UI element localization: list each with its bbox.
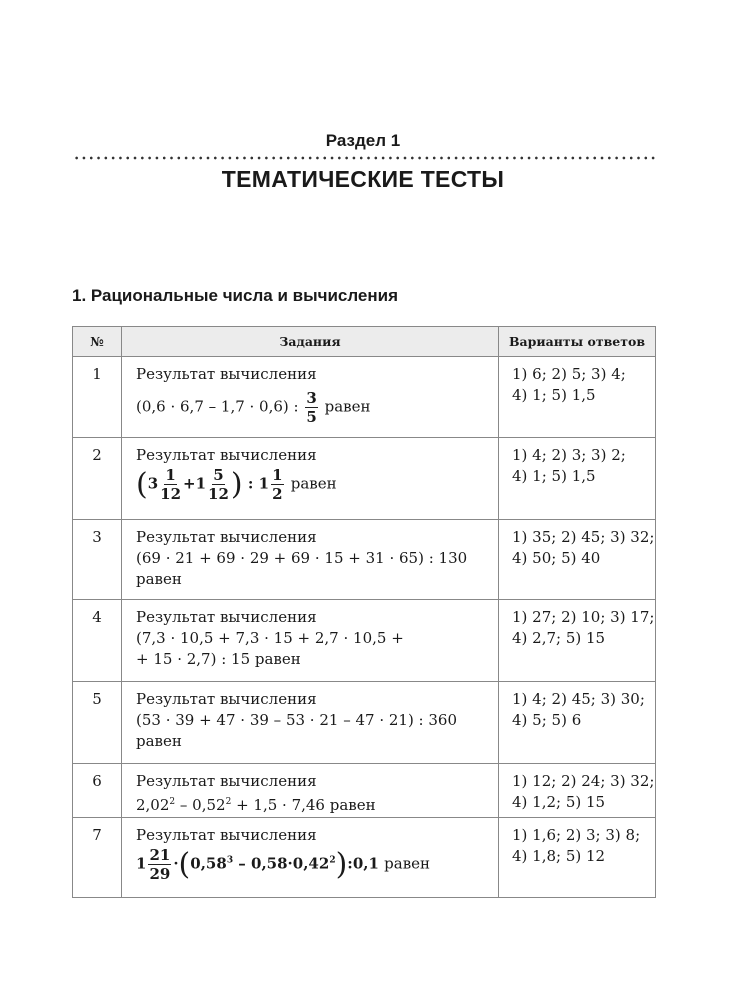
text: 3 <box>306 389 317 407</box>
text: 2 <box>169 797 176 807</box>
answers-cell <box>499 764 656 818</box>
text: 2,02 <box>136 796 170 814</box>
text: 1) 35; 2) 45; 3) 32; <box>512 528 655 546</box>
task-intro: Результат вычисления <box>136 446 317 464</box>
text: 2 <box>225 797 232 807</box>
text: Результат вычисления <box>136 608 317 626</box>
col-number: № <box>73 327 122 357</box>
text: 1) 4; 2) 3; 3) 2; <box>512 446 626 464</box>
text: 1) 6; 2) 5; 3) 4; <box>512 365 626 383</box>
page-title: ТЕМАТИЧЕСКИЕ ТЕСТЫ <box>221 166 505 192</box>
task-cell <box>122 764 499 818</box>
answers-cell <box>499 818 656 898</box>
text: 1) 1,6; 2) 3; 3) 8; <box>512 826 641 844</box>
text: 4) 1; 5) 1,5 <box>512 386 596 404</box>
table-row <box>73 357 656 438</box>
task-cell <box>122 818 499 898</box>
row-number: 5 <box>73 682 122 764</box>
text: 1) 12; 2) 24; 3) 32; <box>512 772 655 790</box>
text: :0,1 <box>347 854 379 873</box>
text: равен <box>136 732 182 750</box>
text: равен <box>136 570 182 588</box>
answers-cell <box>499 520 656 600</box>
table-header <box>73 327 656 357</box>
text: Результат вычисления <box>136 826 317 844</box>
task-expression: (3 $\frac{1}{12}$ +1 $\frac{5}{12}$ ) : 1 $\frac{1}{2}$ равен <box>136 466 337 503</box>
table-row <box>73 438 656 520</box>
text: 29 <box>149 865 171 883</box>
text: 1) 4; 2) 45; 3) 30; <box>512 690 645 708</box>
task-expression <box>136 792 498 816</box>
task-cell <box>122 357 499 438</box>
task-cell <box>122 438 499 520</box>
text: 2 <box>329 855 336 866</box>
section-label: Раздел 1 <box>325 131 401 150</box>
task-expression: 1 $\frac{21}{29}$ $\cdot(0,58^3$ – $0,58\cdot 0,42^2):0,1$ равен <box>136 846 431 883</box>
table-row <box>73 818 656 898</box>
row-number: 6 <box>73 764 122 818</box>
answers-cell <box>499 600 656 682</box>
text: + 15 · 2,7) : 15 равен <box>136 650 301 668</box>
dotted-divider <box>73 156 655 160</box>
text: 12 <box>208 485 229 503</box>
text: равен <box>384 854 431 873</box>
text: 4) 1,8; 5) 12 <box>512 847 606 865</box>
task-cell <box>122 682 499 764</box>
row-number: 4 <box>73 600 122 682</box>
table-row <box>73 600 656 682</box>
text: +1 <box>183 474 207 493</box>
tests-table <box>72 326 656 898</box>
task-cell <box>122 600 499 682</box>
fraction <box>305 389 317 426</box>
text: 4) 1,2; 5) 15 <box>512 793 606 811</box>
text: 0,58 <box>190 854 227 873</box>
text: 1 <box>165 466 176 484</box>
answers-cell <box>499 357 656 438</box>
row-number: 3 <box>73 520 122 600</box>
text: 4) 50; 5) 40 <box>512 549 601 567</box>
text: – 0,52 <box>175 796 226 814</box>
answers-cell <box>499 438 656 520</box>
table-row <box>73 764 656 818</box>
row-number: 2 <box>73 438 122 520</box>
task-cell <box>122 520 499 600</box>
text: Результат вычисления <box>136 528 317 546</box>
col-tasks: Задания <box>122 327 499 357</box>
answers-cell <box>499 682 656 764</box>
text: равен <box>290 474 337 493</box>
table-row <box>73 682 656 764</box>
row-number: 1 <box>73 357 122 438</box>
text: 4) 1; 5) 1,5 <box>512 467 596 485</box>
text: 12 <box>160 485 182 503</box>
text: 5 <box>213 466 224 484</box>
task-intro: Результат вычисления <box>136 365 317 383</box>
equals-text: равен <box>324 397 371 416</box>
text: – 0,58·0,42 <box>233 854 330 873</box>
text: 5 <box>306 408 317 426</box>
text: 3 <box>226 855 234 866</box>
text: 2 <box>272 485 283 503</box>
text: 1 <box>136 854 147 873</box>
text: 4) 2,7; 5) 15 <box>512 629 606 647</box>
text: (53 · 39 + 47 · 39 – 53 · 21 – 47 · 21) : 360 <box>136 711 458 729</box>
task-expression <box>136 389 498 426</box>
col-answers: Варианты ответов <box>499 327 656 357</box>
text: : 1 <box>247 474 270 493</box>
text: 21 <box>149 846 171 864</box>
table-row <box>73 520 656 600</box>
text: 3 <box>147 474 159 493</box>
text: Результат вычисления <box>136 690 317 708</box>
row-number: 7 <box>73 818 122 898</box>
text: 1 <box>272 466 283 484</box>
text: 1) 27; 2) 10; 3) 17; <box>512 608 655 626</box>
topic-heading: 1. Рациональные числа и вычисления <box>72 286 399 305</box>
text: (69 · 21 + 69 · 29 + 69 · 15 + 31 · 65) : 130 <box>136 549 468 567</box>
text: 4) 5; 5) 6 <box>512 711 582 729</box>
text: + 1,5 · 7,46 равен <box>231 796 376 814</box>
text: (7,3 · 10,5 + 7,3 · 15 + 2,7 · 10,5 + <box>136 629 404 647</box>
expr-text: (0,6 · 6,7 – 1,7 · 0,6) : <box>136 397 299 416</box>
text: Результат вычисления <box>136 772 317 790</box>
